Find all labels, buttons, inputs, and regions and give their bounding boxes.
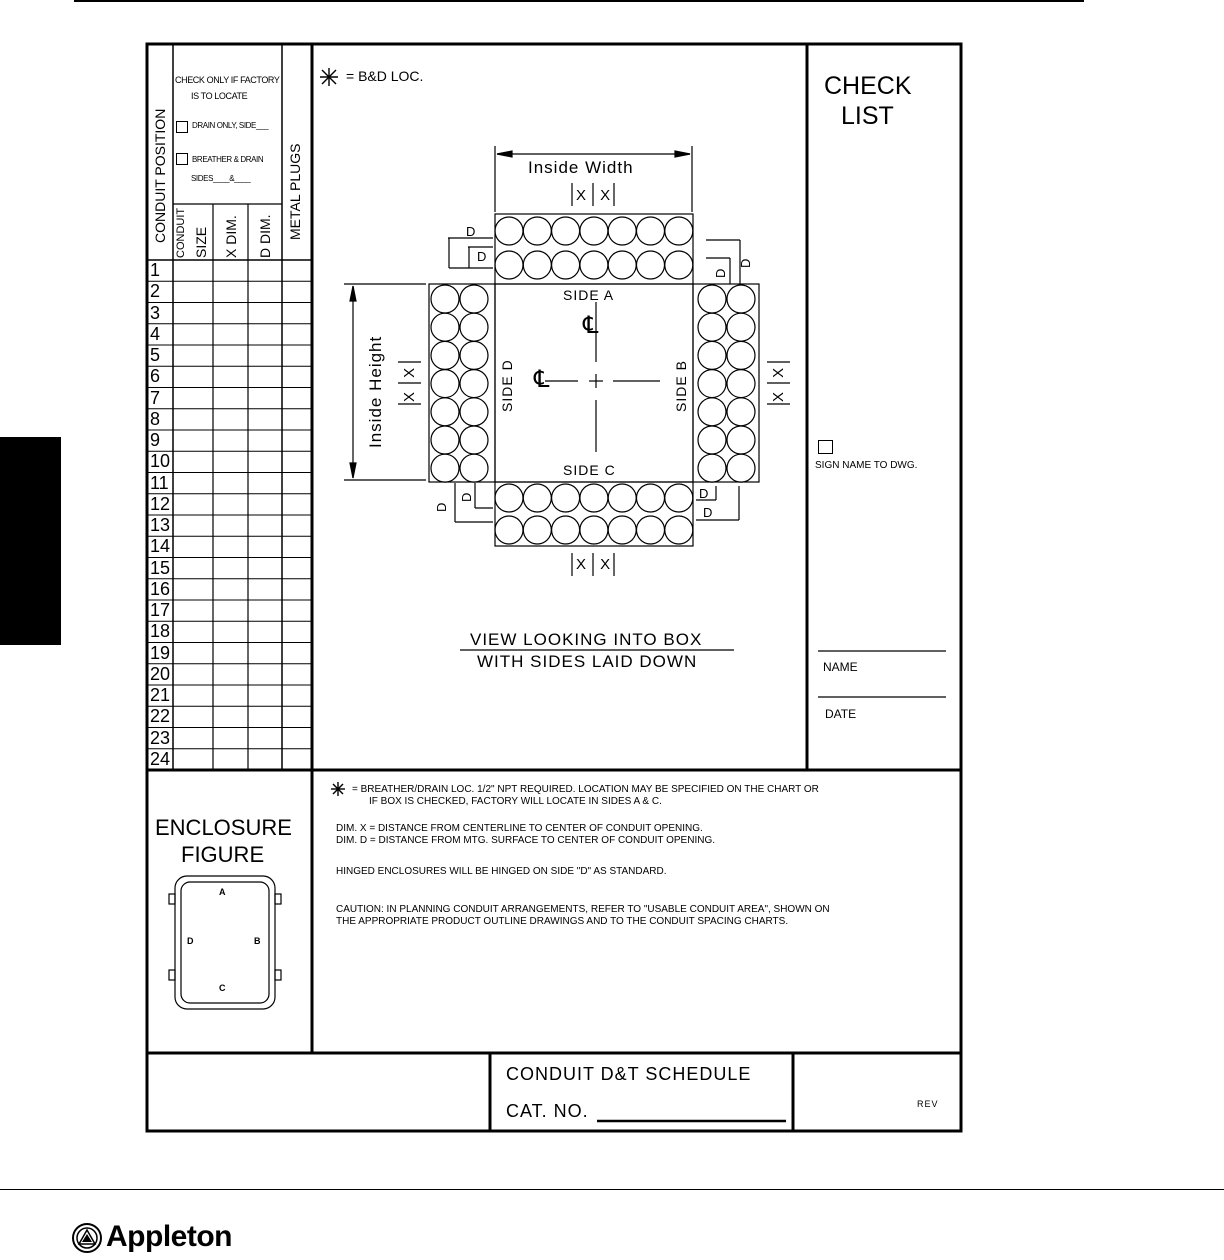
date-label: DATE [825,707,857,721]
d-bottom-left-2: D [459,492,474,502]
conduit-opening-icon [431,313,459,341]
table-cell-plug[interactable] [282,643,312,664]
table-cell-plug[interactable] [282,536,312,557]
table-cell-x[interactable] [213,430,248,451]
cat-no-label: CAT. NO. [506,1101,589,1121]
conduit-opening-icon [665,251,693,279]
table-cell-plug[interactable] [282,494,312,515]
conduit-opening-icon [523,251,551,279]
conduit-opening-icon [460,370,488,398]
table-cell-plug[interactable] [282,451,312,472]
table-cell-x[interactable] [213,749,248,770]
table-cell-d[interactable] [248,706,282,727]
table-cell-d[interactable] [248,409,282,430]
conduit-opening-icon [637,516,665,544]
table-cell-d[interactable] [248,430,282,451]
row-number: 15 [150,557,171,578]
table-cell-plug[interactable] [282,430,312,451]
enclosure-side-b: B [254,936,261,946]
table-cell-d[interactable] [248,728,282,749]
name-label: NAME [823,660,858,674]
metal-plugs-label: METAL PLUGS [287,143,303,240]
conduit-opening-icon [552,251,580,279]
note-3: DIM. D = DISTANCE FROM MTG. SURFACE TO CENTER OF CONDUIT OPENING. [336,835,716,846]
enclosure-side-d: D [187,936,194,946]
table-cell-d[interactable] [248,536,282,557]
conduit-opening-icon [698,341,726,369]
row-number: 24 [150,748,171,769]
note-5a: CAUTION: IN PLANNING CONDUIT ARRANGEMENTS, REFER TO "USABLE CONDUIT AREA", SHOWN ON [336,904,830,915]
conduit-opening-icon [727,426,755,454]
conduit-opening-icon [580,217,608,245]
note-1a: = BREATHER/DRAIN LOC. 1/2" NPT REQUIRED. LOCATION MAY BE SPECIFIED ON THE CHART OR [352,784,819,795]
conduit-opening-icon [608,251,636,279]
table-cell-d[interactable] [248,260,282,281]
table-cell-x[interactable] [213,579,248,600]
size-col-label: SIZE [193,226,209,258]
conduit-opening-icon [495,484,523,512]
conduit-position-label: CONDUIT POSITION [152,108,168,243]
d-bottom-right-2: D [703,505,713,520]
row-number: 3 [150,302,161,323]
note-1b: IF BOX IS CHECKED, FACTORY WILL LOCATE IN SIDES A & C. [369,796,662,807]
table-cell-size[interactable] [173,366,213,387]
table-cell-size[interactable] [173,536,213,557]
table-cell-size[interactable] [173,515,213,536]
note-4: HINGED ENCLOSURES WILL BE HINGED ON SIDE "D" AS STANDARD. [336,866,667,877]
table-cell-size[interactable] [173,749,213,770]
note-2: DIM. X = DISTANCE FROM CENTERLINE TO CENTER OF CONDUIT OPENING. [336,823,703,834]
table-cell-x[interactable] [213,366,248,387]
conduit-opening-icon [431,341,459,369]
bd-loc-label: = B&D LOC. [346,68,424,84]
conduit-opening-icon [460,341,488,369]
table-cell-d[interactable] [248,643,282,664]
table-cell-x[interactable] [213,558,248,579]
is-to-locate-label: IS TO LOCATE [191,91,248,101]
d-bottom-left-1: D [434,502,449,512]
table-cell-size[interactable] [173,409,213,430]
table-cell-plug[interactable] [282,281,312,302]
sign-name-checkbox[interactable] [818,440,833,454]
table-cell-x[interactable] [213,706,248,727]
side-b-label: SIDE B [673,360,689,412]
conduit-opening-icon [608,516,636,544]
table-cell-x[interactable] [213,494,248,515]
conduit-opening-icon [552,484,580,512]
table-cell-d[interactable] [248,664,282,685]
conduit-opening-icon [580,516,608,544]
row-number: 19 [150,642,171,663]
sides-label: SIDES____&____ [191,174,251,183]
appleton-logo-icon [72,1222,104,1254]
centerline-icon-2: ℄ [534,366,550,393]
table-cell-size[interactable] [173,728,213,749]
conduit-opening-icon [552,217,580,245]
conduit-opening-icon [637,251,665,279]
table-cell-x[interactable] [213,451,248,472]
conduit-opening-icon [698,285,726,313]
table-cell-d[interactable] [248,345,282,366]
table-cell-size[interactable] [173,303,213,324]
bottom-rule [0,1189,1224,1190]
row-number: 11 [150,472,169,493]
table-cell-size[interactable] [173,600,213,621]
conduit-opening-icon [665,217,693,245]
side-c-label: SIDE C [563,462,616,478]
table-cell-x[interactable] [213,303,248,324]
conduit-opening-icon [552,516,580,544]
row-number: 6 [150,366,161,387]
inside-height-label: Inside Height [366,335,385,448]
table-cell-plug[interactable] [282,515,312,536]
xx-left-label: X X [401,362,418,402]
conduit-opening-icon [698,398,726,426]
table-cell-d[interactable] [248,749,282,770]
row-number: 14 [150,536,171,557]
row-number: 8 [150,408,161,429]
conduit-opening-icon [523,217,551,245]
enclosure-title-1: ENCLOSURE [155,815,292,840]
d-top-right-1: D [713,268,728,278]
table-cell-plug[interactable] [282,388,312,409]
row-number: 9 [150,430,161,450]
view-line-2: WITH SIDES LAID DOWN [477,652,698,671]
table-cell-plug[interactable] [282,324,312,345]
inside-width-label: Inside Width [528,158,634,177]
row-number: 18 [150,621,171,642]
table-cell-size[interactable] [173,345,213,366]
checklist-title-2: LIST [841,102,894,130]
enclosure-title-2: FIGURE [181,842,265,867]
cat-no-field[interactable] [597,1100,786,1120]
xx-bottom-label: X X [576,556,616,573]
note-5b: THE APPROPRIATE PRODUCT OUTLINE DRAWINGS AND TO THE CONDUIT SPACING CHARTS. [336,916,789,927]
table-cell-size[interactable] [173,643,213,664]
table-cell-plug[interactable] [282,558,312,579]
row-number: 10 [150,451,171,472]
row-number: 2 [150,281,161,302]
table-cell-d[interactable] [248,558,282,579]
table-cell-d[interactable] [248,303,282,324]
enclosure-side-a: A [219,887,226,897]
row-number: 17 [150,600,171,620]
conduit-opening-icon [608,484,636,512]
conduit-opening-icon [460,285,488,313]
row-number: 22 [150,706,171,727]
conduit-opening-icon [665,484,693,512]
row-number: 12 [150,493,171,514]
table-cell-d[interactable] [248,494,282,515]
table-cell-d[interactable] [248,388,282,409]
breather-drain-label: BREATHER & DRAIN [192,155,264,164]
table-cell-d[interactable] [248,685,282,706]
sign-name-label: SIGN NAME TO DWG. [815,460,918,471]
conduit-opening-icon [698,454,726,482]
conduit-opening-icon [580,484,608,512]
d-top-left-1: D [466,224,476,239]
table-cell-x[interactable] [213,473,248,494]
row-number: 4 [150,323,161,344]
conduit-opening-icon [727,341,755,369]
table-cell-d[interactable] [248,324,282,345]
table-cell-x[interactable] [213,536,248,557]
table-cell-x[interactable] [213,260,248,281]
table-cell-x[interactable] [213,281,248,302]
table-cell-size[interactable] [173,451,213,472]
conduit-opening-icon [523,484,551,512]
centerline-icon: ℄ [583,312,599,339]
table-cell-plug[interactable] [282,366,312,387]
row-number: 1 [150,260,161,280]
row-number: 5 [150,345,161,365]
conduit-opening-icon [460,426,488,454]
table-cell-size[interactable] [173,685,213,706]
conduit-opening-icon [431,285,459,313]
conduit-opening-icon [637,484,665,512]
conduit-opening-icon [727,370,755,398]
table-cell-plug[interactable] [282,260,312,281]
row-number: 20 [150,663,171,684]
conduit-opening-icon [608,217,636,245]
table-cell-plug[interactable] [282,621,312,642]
conduit-opening-icon [495,217,523,245]
conduit-col-label: CONDUIT [175,207,187,258]
table-cell-plug[interactable] [282,409,312,430]
table-cell-d[interactable] [248,600,282,621]
conduit-opening-icon [431,398,459,426]
table-cell-x[interactable] [213,388,248,409]
table-cell-d[interactable] [248,621,282,642]
table-cell-size[interactable] [173,430,213,451]
conduit-opening-icon [523,516,551,544]
table-cell-x[interactable] [213,664,248,685]
table-cell-size[interactable] [173,494,213,515]
table-cell-plug[interactable] [282,600,312,621]
conduit-opening-icon [698,426,726,454]
table-cell-size[interactable] [173,706,213,727]
table-cell-x[interactable] [213,643,248,664]
table-cell-plug[interactable] [282,664,312,685]
table-cell-x[interactable] [213,409,248,430]
conduit-opening-icon [431,370,459,398]
conduit-opening-icon [460,313,488,341]
breather-drain-checkbox[interactable] [176,153,188,165]
table-cell-plug[interactable] [282,345,312,366]
table-cell-plug[interactable] [282,749,312,770]
conduit-opening-icon [495,251,523,279]
table-cell-d[interactable] [248,579,282,600]
xx-top-label: X X [576,187,616,204]
table-cell-d[interactable] [248,515,282,536]
conduit-opening-icon [698,313,726,341]
table-cell-plug[interactable] [282,706,312,727]
conduit-opening-icon [460,398,488,426]
row-number: 23 [150,727,171,748]
table-cell-x[interactable] [213,685,248,706]
x-dim-col-label: X DIM. [223,215,239,258]
conduit-opening-icon [698,370,726,398]
table-cell-size[interactable] [173,579,213,600]
row-number: 7 [150,387,161,408]
table-cell-size[interactable] [173,324,213,345]
table-cell-plug[interactable] [282,473,312,494]
drain-only-label: DRAIN ONLY, SIDE___ [192,121,269,130]
d-dim-col-label: D DIM. [257,214,273,258]
table-cell-size[interactable] [173,260,213,281]
table-cell-x[interactable] [213,345,248,366]
table-cell-d[interactable] [248,366,282,387]
conduit-opening-icon [727,454,755,482]
table-cell-size[interactable] [173,473,213,494]
conduit-opening-icon [727,285,755,313]
side-a-label: SIDE A [563,287,615,303]
table-cell-d[interactable] [248,281,282,302]
brand-name: Appleton [106,1220,232,1253]
table-cell-d[interactable] [248,451,282,472]
xx-right-label: X X [770,362,787,402]
conduit-opening-icon [665,516,693,544]
table-cell-size[interactable] [173,388,213,409]
row-number: 13 [150,515,171,535]
drain-only-checkbox[interactable] [176,121,188,133]
conduit-opening-icon [495,516,523,544]
conduit-opening-icon [431,426,459,454]
side-d-label: SIDE D [499,359,515,412]
table-cell-plug[interactable] [282,728,312,749]
check-only-label: CHECK ONLY IF FACTORY [175,75,280,85]
table-cell-x[interactable] [213,621,248,642]
table-cell-size[interactable] [173,558,213,579]
table-cell-x[interactable] [213,324,248,345]
conduit-opening-icon [637,217,665,245]
table-cell-plug[interactable] [282,685,312,706]
conduit-opening-icon [431,454,459,482]
conduit-opening-icon [460,454,488,482]
schedule-title: CONDUIT D&T SCHEDULE [506,1064,752,1084]
checklist-title-1: CHECK [824,72,912,100]
view-line-1: VIEW LOOKING INTO BOX [470,630,703,649]
enclosure-side-c: C [219,983,226,993]
row-number: 16 [150,578,171,599]
rev-label: REV [917,1099,939,1109]
table-cell-size[interactable] [173,664,213,685]
d-top-left-2: D [477,249,487,264]
table-cell-plug[interactable] [282,303,312,324]
conduit-opening-icon [580,251,608,279]
table-cell-d[interactable] [248,473,282,494]
table-cell-x[interactable] [213,728,248,749]
d-top-right-2: D [738,258,753,268]
conduit-opening-icon [727,313,755,341]
row-number: 21 [150,685,171,705]
conduit-opening-icon [727,398,755,426]
table-cell-plug[interactable] [282,579,312,600]
table-cell-size[interactable] [173,621,213,642]
d-bottom-right-1: D [699,486,709,501]
table-cell-x[interactable] [213,515,248,536]
table-cell-x[interactable] [213,600,248,621]
table-cell-size[interactable] [173,281,213,302]
